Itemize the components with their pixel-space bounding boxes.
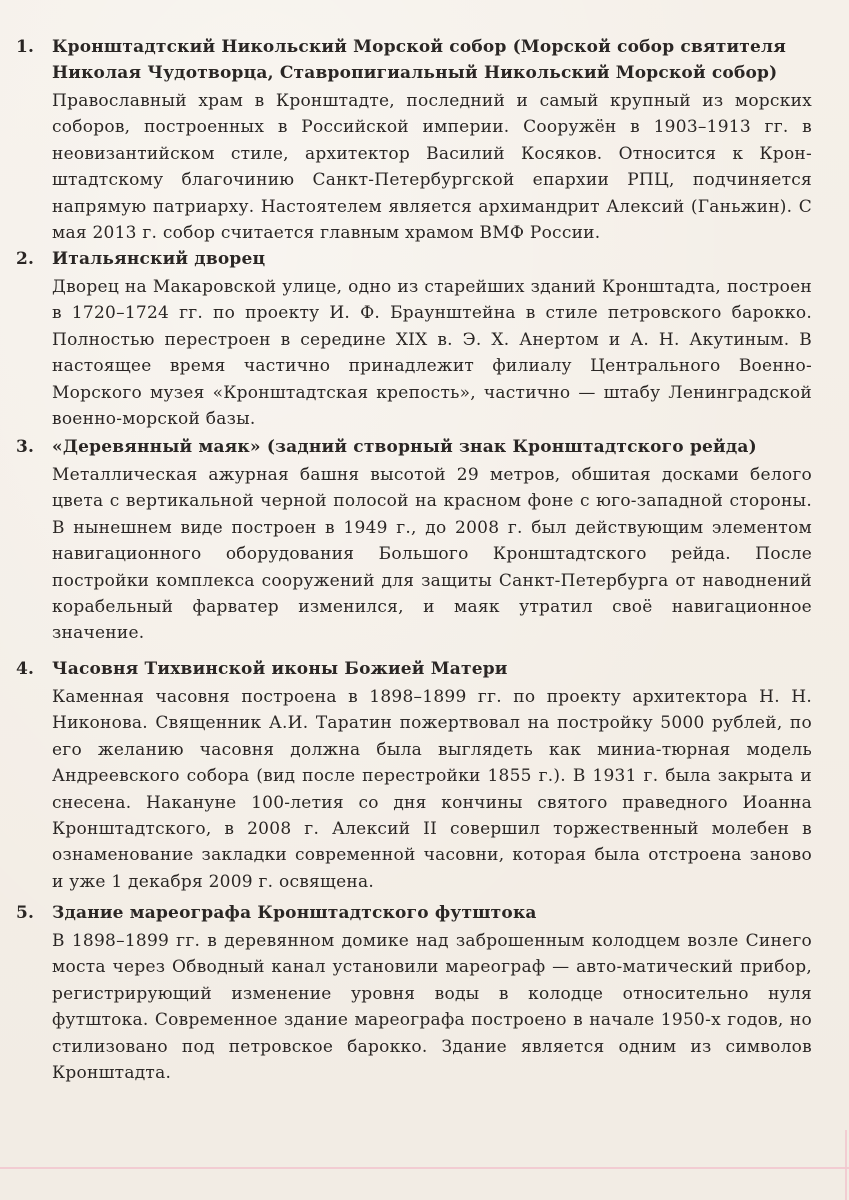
item-title: Часовня Тихвинской иконы Божией Матери — [52, 659, 508, 679]
item-title: «Деревянный маяк» (задний створный знак Кронштадтского рейда) — [52, 437, 757, 457]
item-number: 2. — [16, 249, 35, 269]
item-number: 5. — [16, 903, 35, 923]
margin-line-vertical — [845, 1130, 847, 1200]
item-body: Православный храм в Кронштадте, последний и самый крупный из морских соборов, построенных в Российской империи. Сооружён в 1903–1913 гг. в неовизантийском стиле, архитектор Василий Косяков. Относится к Крон-штадтскому благочинию Санкт-Петербургской епархии РПЦ, подчиняется напрямую патриарху. Настоятелем является архимандрит Алексий (Ганьжин). С мая 2013 г. собор считается главным храмом ВМФ России. — [52, 91, 812, 244]
margin-line — [0, 1167, 849, 1169]
item-number: 1. — [16, 37, 35, 57]
item-body: Дворец на Макаровской улице, одно из старейших зданий Кронштадта, построен в 1720–1724 гг. по проекту И. Ф. Браунштейна в стиле петровского барокко. Полностью перестроен в середине XIX в. Э. Х. Анертом и А. Н. Акутиным. В настоящее время частично принадлежит филиалу Центрального Военно-Морского музея «Кронштадтская крепость», частично — штабу Ленинградской военно-морской базы. — [52, 277, 812, 430]
item-number: 4. — [16, 659, 35, 679]
item-body: В 1898–1899 гг. в деревянном домике над заброшенным колодцем возле Синего моста через Обводный канал установили мареограф — авто-матический прибор, регистрирующий изменение уровня воды в колодце относительно нуля футштока. Современное здание мареографа построено в начале 1950-х годов, но стилизовано под петровское барокко. Здание является одним из символов Кронштадта. — [52, 931, 812, 1084]
item-title: Здание мареографа Кронштадтского футштока — [52, 903, 537, 923]
item-title: Кронштадтский Никольский Морской собор (Морской собор святителя Николая Чудотворца, Ставропигиальный Никольский Морской собор) — [52, 37, 786, 83]
item-body: Каменная часовня построена в 1898–1899 гг. по проекту архитектора Н. Н. Никонова. Священник А.И. Таратин пожертвовал на постройку 5000 рублей, по его желанию часовня должна была выглядеть как миниа-тюрная модель Андреевского собора (вид после перестройки 1855 г.). В 1931 г. была закрыта и снесена. Накануне 100-летия со дня кончины святого праведного Иоанна Кронштадтского, в 2008 г. Алексий II совершил торжественный молебен в ознаменование закладки современной часовни, которая была отстроена заново и уже 1 декабря 2009 г. освящена. — [52, 687, 812, 892]
item-number: 3. — [16, 437, 35, 457]
item-body: Металлическая ажурная башня высотой 29 метров, обшитая досками белого цвета с вертикальной черной полосой на красном фоне с юго-западной стороны. В нынешнем виде построен в 1949 г., до 2008 г. был действующим элементом навигационного оборудования Большого Кронштадтского рейда. После постройки комплекса сооружений для защиты Санкт-Петербурга от наводнений корабельный фарватер изменился, и маяк утратил своё навигационное значение. — [52, 465, 812, 644]
item-title: Итальянский дворец — [52, 249, 266, 269]
